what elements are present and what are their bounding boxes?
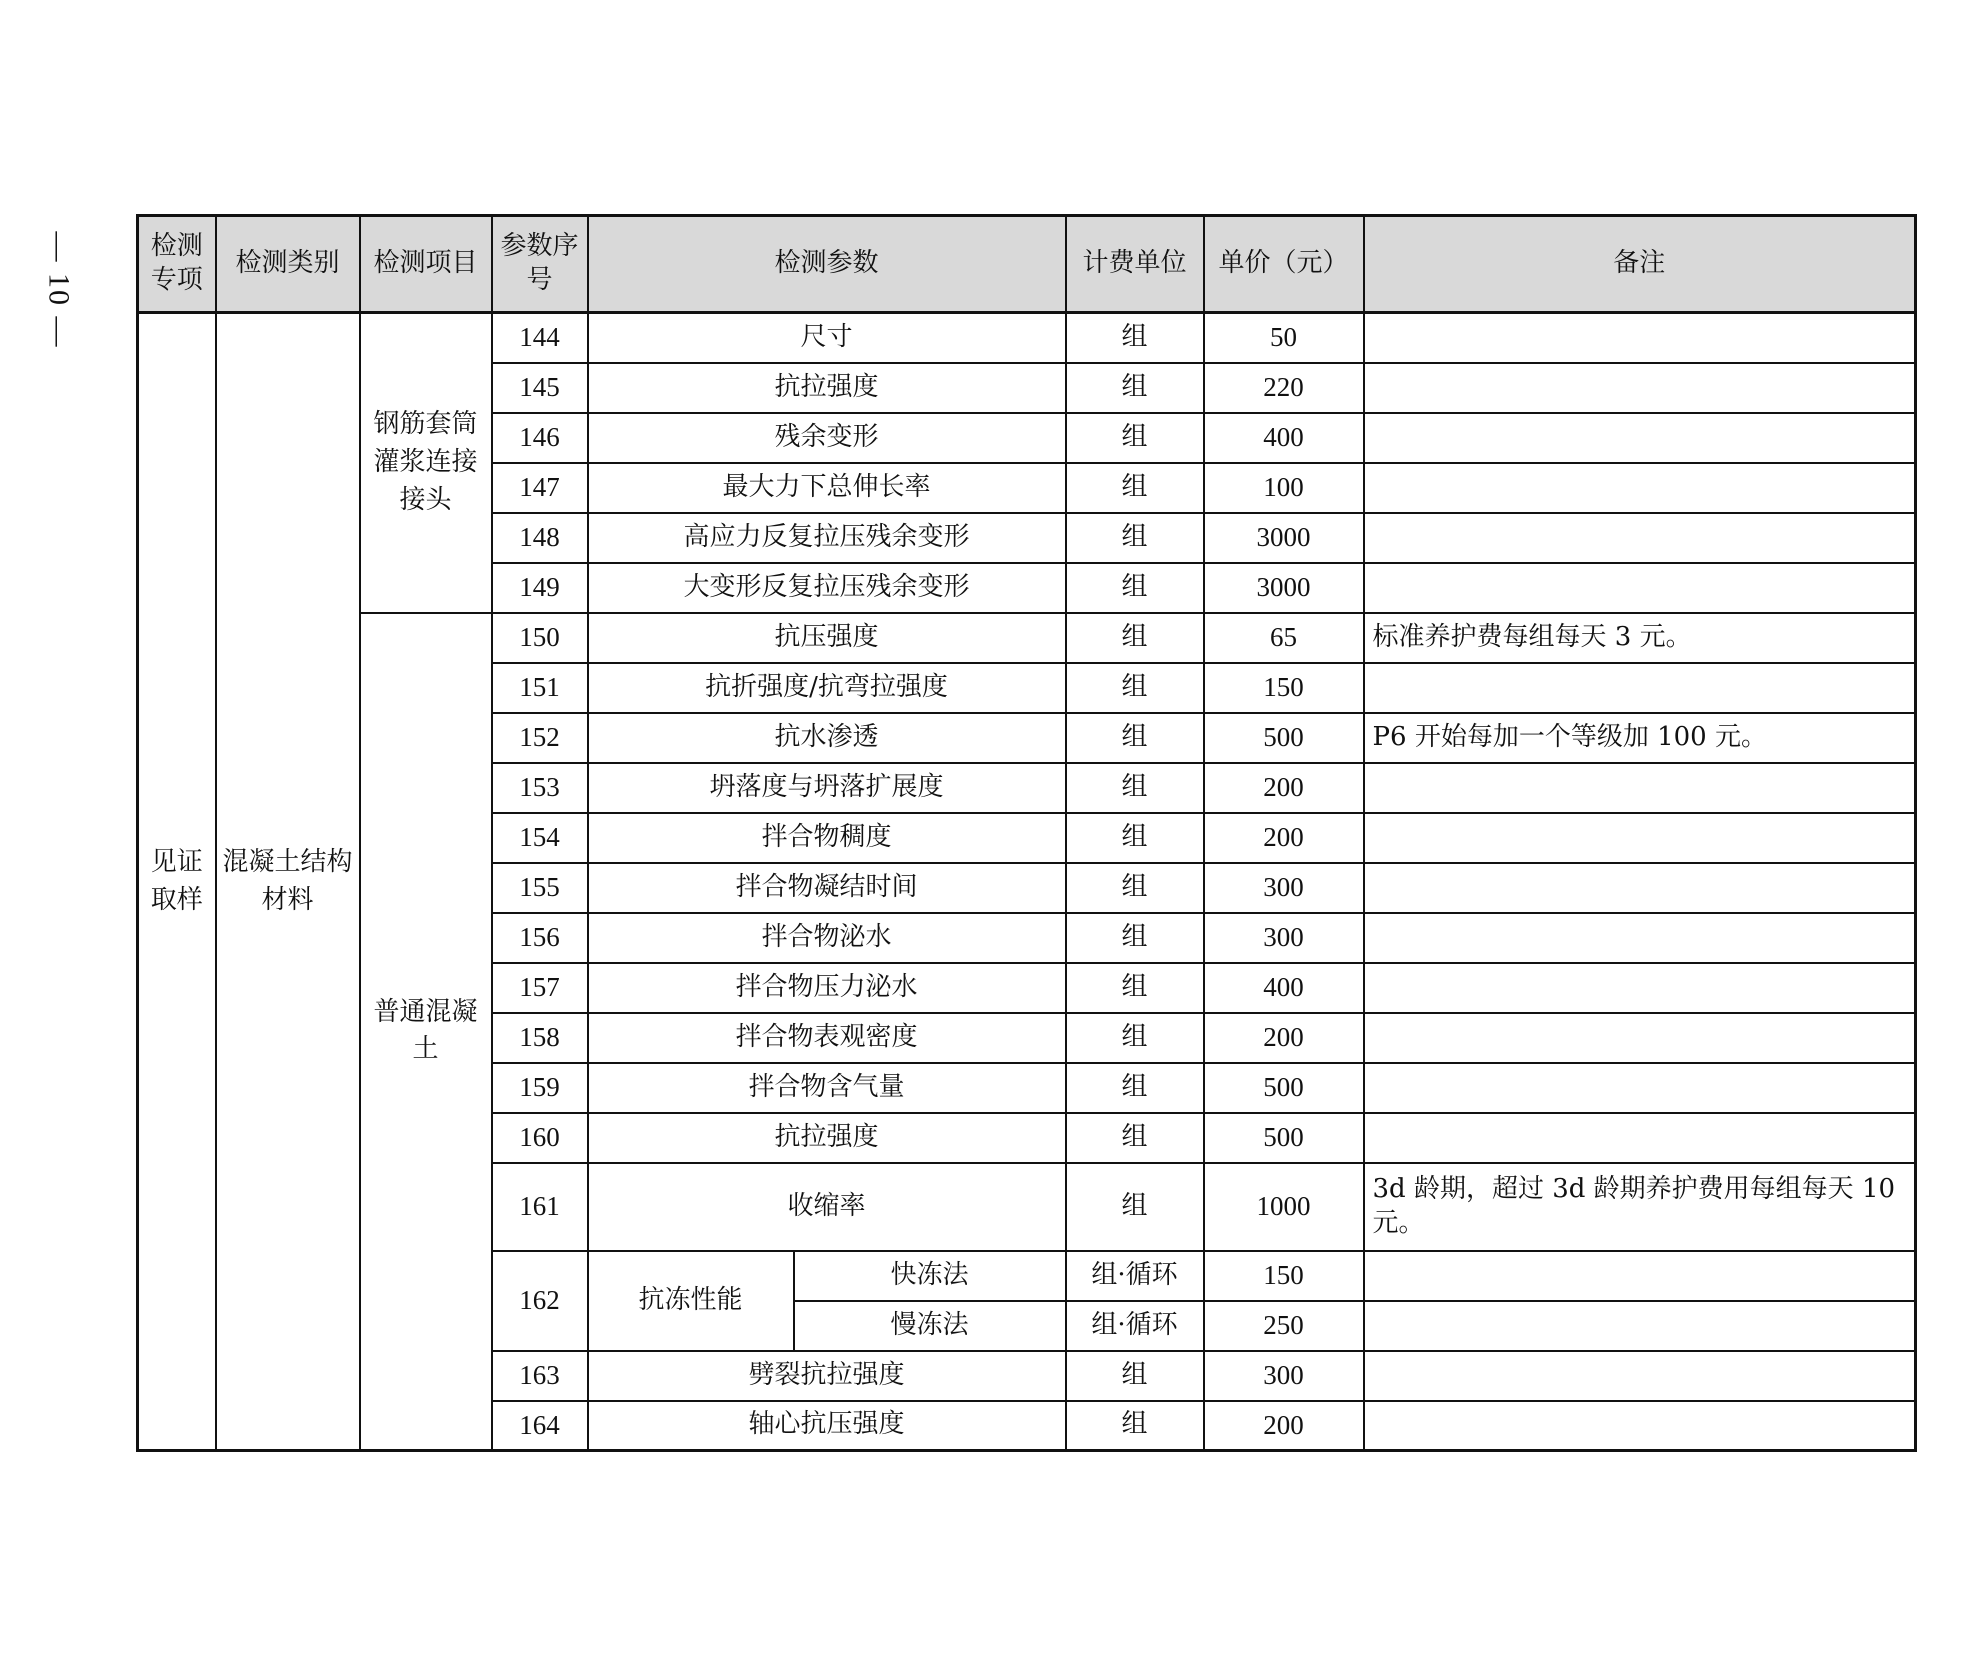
- seq-cell: 150: [492, 613, 588, 663]
- note-cell: [1364, 813, 1916, 863]
- price-cell: 200: [1204, 1401, 1364, 1451]
- price-cell: 400: [1204, 413, 1364, 463]
- param-cell: 抗拉强度: [588, 363, 1066, 413]
- seq-cell: 156: [492, 913, 588, 963]
- param-cell: 劈裂抗拉强度: [588, 1351, 1066, 1401]
- page-number-text: — 10 —: [42, 231, 75, 349]
- seq-cell: 155: [492, 863, 588, 913]
- note-cell: [1364, 1013, 1916, 1063]
- seq-cell: 152: [492, 713, 588, 763]
- header-category: 检测类别: [216, 216, 360, 313]
- param-cell: 高应力反复拉压残余变形: [588, 513, 1066, 563]
- seq-cell: 158: [492, 1013, 588, 1063]
- param-cell: 收缩率: [588, 1163, 1066, 1251]
- price-cell: 1000: [1204, 1163, 1364, 1251]
- price-cell: 200: [1204, 763, 1364, 813]
- param-cell: 拌合物泌水: [588, 913, 1066, 963]
- price-cell: 500: [1204, 1113, 1364, 1163]
- seq-cell: 146: [492, 413, 588, 463]
- param-cell: 尺寸: [588, 313, 1066, 363]
- note-cell: [1364, 1301, 1916, 1351]
- price-cell: 300: [1204, 863, 1364, 913]
- seq-cell: 147: [492, 463, 588, 513]
- seq-cell: 164: [492, 1401, 588, 1451]
- note-cell: [1364, 313, 1916, 363]
- price-cell: 500: [1204, 1063, 1364, 1113]
- seq-cell: 148: [492, 513, 588, 563]
- seq-cell: 144: [492, 313, 588, 363]
- note-cell: [1364, 1113, 1916, 1163]
- note-cell: [1364, 763, 1916, 813]
- table-row: [138, 613, 1916, 663]
- note-cell: [1364, 1351, 1916, 1401]
- note-cell: 3d 龄期，超过 3d 龄期养护费用每组每天 10 元。: [1364, 1163, 1916, 1251]
- note-cell: [1364, 463, 1916, 513]
- price-cell: 3000: [1204, 513, 1364, 563]
- unit-cell: 组: [1066, 363, 1204, 413]
- price-cell: 300: [1204, 913, 1364, 963]
- param-cell: 轴心抗压强度: [588, 1401, 1066, 1451]
- param-cell: 大变形反复拉压残余变形: [588, 563, 1066, 613]
- seq-cell: 161: [492, 1163, 588, 1251]
- page-number: [28, 220, 88, 360]
- note-cell: [1364, 663, 1916, 713]
- note-cell: [1364, 863, 1916, 913]
- param-cell: 拌合物稠度: [588, 813, 1066, 863]
- price-cell: 400: [1204, 963, 1364, 1013]
- price-cell: 3000: [1204, 563, 1364, 613]
- unit-cell: 组: [1066, 313, 1204, 363]
- seq-cell: 157: [492, 963, 588, 1013]
- seq-cell: 149: [492, 563, 588, 613]
- note-cell: [1364, 913, 1916, 963]
- note-cell: [1364, 363, 1916, 413]
- table-header-row: [138, 216, 1916, 313]
- unit-cell: 组: [1066, 513, 1204, 563]
- note-cell: [1364, 563, 1916, 613]
- price-cell: 200: [1204, 1013, 1364, 1063]
- header-unit: 计费单位: [1066, 216, 1204, 313]
- unit-cell: 组: [1066, 413, 1204, 463]
- unit-cell: 组: [1066, 1163, 1204, 1251]
- price-cell: 150: [1204, 1251, 1364, 1301]
- param-cell: 拌合物凝结时间: [588, 863, 1066, 913]
- seq-cell: 153: [492, 763, 588, 813]
- note-cell: [1364, 1401, 1916, 1451]
- price-cell: 300: [1204, 1351, 1364, 1401]
- param-cell: 拌合物含气量: [588, 1063, 1066, 1113]
- unit-cell: 组: [1066, 1013, 1204, 1063]
- param-cell-frost: 抗冻性能: [588, 1251, 794, 1351]
- unit-cell: 组: [1066, 1113, 1204, 1163]
- price-cell: 200: [1204, 813, 1364, 863]
- unit-cell: 组: [1066, 713, 1204, 763]
- param-cell: 拌合物压力泌水: [588, 963, 1066, 1013]
- price-cell: 500: [1204, 713, 1364, 763]
- header-seq: 参数序号: [492, 216, 588, 313]
- param-cell: 拌合物表观密度: [588, 1013, 1066, 1063]
- param-cell: 坍落度与坍落扩展度: [588, 763, 1066, 813]
- unit-cell: 组: [1066, 963, 1204, 1013]
- table-row: [138, 313, 1916, 363]
- seq-cell: 162: [492, 1251, 588, 1351]
- unit-cell: 组·循环: [1066, 1251, 1204, 1301]
- seq-cell: 154: [492, 813, 588, 863]
- unit-cell: 组: [1066, 763, 1204, 813]
- header-special: 检测专项: [138, 216, 216, 313]
- price-cell: 250: [1204, 1301, 1364, 1351]
- note-cell: P6 开始每加一个等级加 100 元。: [1364, 713, 1916, 763]
- fee-table: [136, 214, 1917, 1452]
- note-cell: [1364, 963, 1916, 1013]
- header-price: 单价（元）: [1204, 216, 1364, 313]
- note-cell: 标准养护费每组每天 3 元。: [1364, 613, 1916, 663]
- param-cell: 抗拉强度: [588, 1113, 1066, 1163]
- param-cell: 抗折强度/抗弯拉强度: [588, 663, 1066, 713]
- unit-cell: 组: [1066, 1063, 1204, 1113]
- param-cell: 抗压强度: [588, 613, 1066, 663]
- price-cell: 50: [1204, 313, 1364, 363]
- seq-cell: 163: [492, 1351, 588, 1401]
- unit-cell: 组: [1066, 813, 1204, 863]
- param-cell: 最大力下总伸长率: [588, 463, 1066, 513]
- note-cell: [1364, 513, 1916, 563]
- unit-cell: 组: [1066, 1351, 1204, 1401]
- item-cell-ordinary-concrete: 普通混凝土: [360, 613, 492, 1451]
- seq-cell: 145: [492, 363, 588, 413]
- header-param: 检测参数: [588, 216, 1066, 313]
- note-cell: [1364, 1063, 1916, 1113]
- special-cell: 见证取样: [138, 313, 216, 1451]
- header-note: 备注: [1364, 216, 1916, 313]
- price-cell: 65: [1204, 613, 1364, 663]
- seq-cell: 151: [492, 663, 588, 713]
- price-cell: 220: [1204, 363, 1364, 413]
- method-cell: 慢冻法: [794, 1301, 1066, 1351]
- note-cell: [1364, 413, 1916, 463]
- category-cell: 混凝土结构材料: [216, 313, 360, 1451]
- price-cell: 150: [1204, 663, 1364, 713]
- note-cell: [1364, 1251, 1916, 1301]
- item-cell-sleeve-joint: 钢筋套筒灌浆连接接头: [360, 313, 492, 613]
- header-item: 检测项目: [360, 216, 492, 313]
- unit-cell: 组: [1066, 613, 1204, 663]
- price-cell: 100: [1204, 463, 1364, 513]
- unit-cell: 组: [1066, 1401, 1204, 1451]
- unit-cell: 组: [1066, 863, 1204, 913]
- unit-cell: 组: [1066, 663, 1204, 713]
- method-cell: 快冻法: [794, 1251, 1066, 1301]
- unit-cell: 组·循环: [1066, 1301, 1204, 1351]
- unit-cell: 组: [1066, 913, 1204, 963]
- param-cell: 抗水渗透: [588, 713, 1066, 763]
- seq-cell: 160: [492, 1113, 588, 1163]
- unit-cell: 组: [1066, 463, 1204, 513]
- seq-cell: 159: [492, 1063, 588, 1113]
- param-cell: 残余变形: [588, 413, 1066, 463]
- unit-cell: 组: [1066, 563, 1204, 613]
